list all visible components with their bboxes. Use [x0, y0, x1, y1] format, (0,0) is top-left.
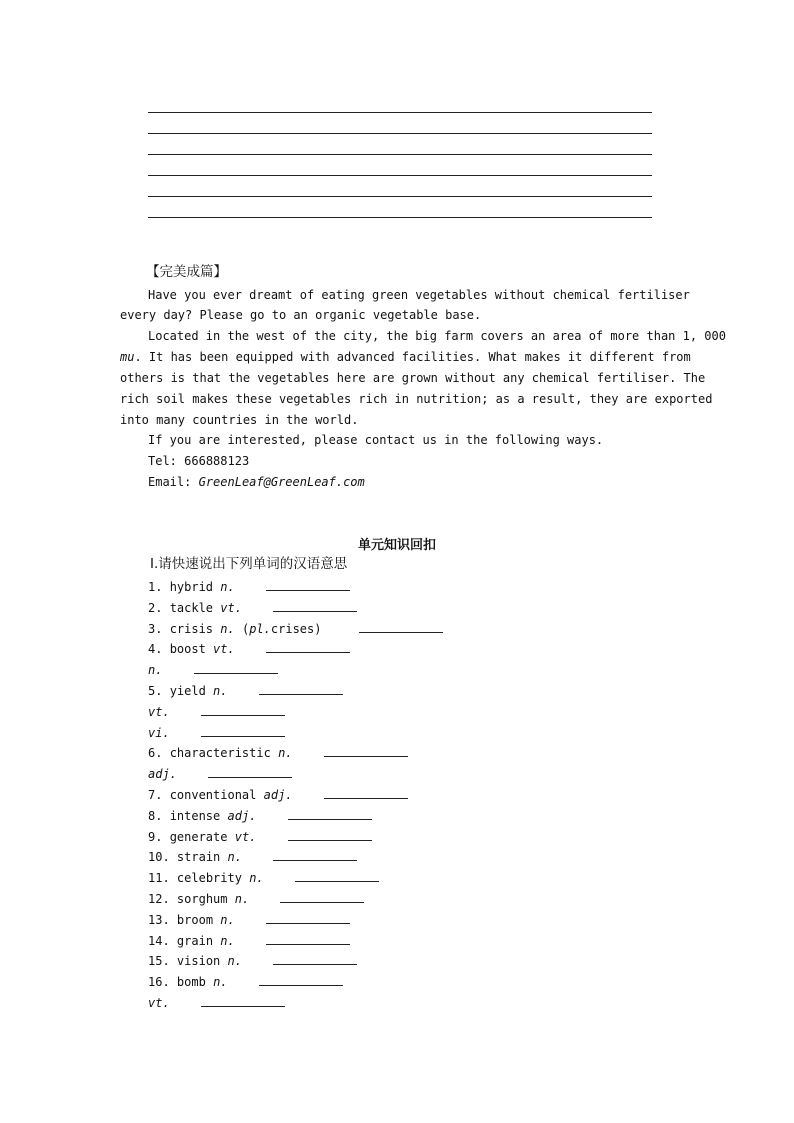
answer-blank[interactable]: [259, 682, 343, 695]
part-of-speech: n.: [227, 850, 242, 864]
part-of-speech: vi.: [148, 726, 170, 740]
item-number: 14.: [148, 934, 170, 948]
answer-blank[interactable]: [288, 828, 372, 841]
item-number: 13.: [148, 913, 170, 927]
vocab-word: tackle: [169, 601, 214, 615]
part-of-speech: vt.: [213, 642, 235, 656]
item-number: 4.: [148, 642, 163, 656]
answer-blank[interactable]: [273, 848, 357, 861]
essay-text: . It has been equipped with advanced facilities. What makes it different from: [134, 350, 691, 364]
answer-blank[interactable]: [295, 869, 379, 882]
part-of-speech: n.: [220, 913, 235, 927]
answer-blank[interactable]: [273, 599, 357, 612]
part-of-speech: n.: [249, 871, 264, 885]
answer-blank[interactable]: [324, 786, 408, 799]
essay-line: others is that the vegetables here are grown without any chemical fertiliser. The: [120, 371, 706, 385]
email-value: GreenLeaf@GreenLeaf.com: [198, 475, 365, 489]
email-label: Email:: [148, 475, 192, 489]
item-number: 6.: [148, 746, 163, 760]
essay-line: rich soil makes these vegetables rich in nutrition; as a result, they are exported: [120, 392, 713, 406]
item-number: 3.: [148, 622, 163, 636]
vocab-item: [148, 869, 379, 887]
essay-line: Located in the west of the city, the big farm covers an area of more than 1, 000: [148, 329, 726, 343]
writing-line[interactable]: [148, 217, 652, 218]
item-number: 12.: [148, 892, 170, 906]
answer-blank[interactable]: [208, 765, 292, 778]
item-number: 7.: [148, 788, 163, 802]
answer-blank[interactable]: [359, 620, 443, 633]
part-of-speech: n.: [213, 975, 228, 989]
answer-blank[interactable]: [266, 578, 350, 591]
item-number: 8.: [148, 809, 163, 823]
part-of-speech: vt.: [148, 705, 170, 719]
vocab-item: [148, 640, 350, 658]
vocab-item: [148, 599, 357, 617]
vocab-word: yield: [169, 684, 206, 698]
answer-blank[interactable]: [273, 952, 357, 965]
unit-mu: mu: [120, 350, 135, 364]
part-of-speech: n.: [234, 892, 250, 906]
essay-line: every day? Please go to an organic vegetable base.: [120, 308, 482, 322]
answer-blank[interactable]: [266, 640, 350, 653]
vocab-word: characteristic: [169, 746, 271, 760]
contact-tel: [148, 452, 249, 470]
vocab-item: [148, 765, 292, 783]
answer-blank[interactable]: [201, 703, 285, 716]
answer-blank[interactable]: [266, 911, 350, 924]
vocab-item: [148, 786, 408, 804]
plural-label: pl.: [249, 622, 271, 636]
vocab-word: vision: [176, 954, 221, 968]
answer-blank[interactable]: [280, 890, 364, 903]
answer-blank[interactable]: [266, 932, 350, 945]
part-of-speech: adj.: [227, 809, 257, 823]
vocab-item: [148, 994, 285, 1012]
vocab-item: [148, 620, 443, 638]
vocab-word: conventional: [169, 788, 257, 802]
vocab-item: [148, 932, 350, 950]
tel-value: 666888123: [184, 454, 250, 468]
item-number: 10.: [148, 850, 170, 864]
part-of-speech: n.: [213, 684, 228, 698]
answer-blank[interactable]: [259, 973, 343, 986]
vocab-word: generate: [169, 830, 228, 844]
vocab-word: boost: [169, 642, 206, 656]
item-number: 2.: [148, 601, 163, 615]
essay-line: Have you ever dreamt of eating green vegetables without chemical fertiliser: [148, 288, 690, 302]
item-number: 5.: [148, 684, 163, 698]
answer-blank[interactable]: [201, 994, 285, 1007]
vocab-item: [148, 744, 408, 762]
vocab-word: grain: [176, 934, 214, 948]
writing-line[interactable]: [148, 112, 652, 113]
review-title: 单元知识回扣: [357, 538, 436, 553]
essay-line: into many countries in the world.: [120, 413, 359, 427]
writing-line[interactable]: [148, 175, 652, 176]
answer-blank[interactable]: [324, 744, 408, 757]
vocab-item: [148, 807, 372, 825]
vocab-word: celebrity: [176, 871, 242, 885]
part-of-speech: vt.: [234, 830, 257, 844]
part-of-speech: n.: [227, 954, 242, 968]
vocab-word: strain: [176, 850, 221, 864]
answer-blank[interactable]: [194, 661, 278, 674]
vocab-word: hybrid: [169, 580, 214, 594]
essay-section-title: 【完美成篇】: [146, 264, 227, 280]
vocab-item: [148, 661, 278, 679]
vocab-instruction: Ⅰ.请快速说出下列单词的汉语意思: [150, 556, 348, 572]
item-number: 1.: [148, 580, 163, 594]
answer-blank[interactable]: [201, 724, 285, 737]
vocab-word: bomb: [176, 975, 206, 989]
part-of-speech: vt.: [148, 996, 170, 1010]
writing-line[interactable]: [148, 133, 652, 134]
essay-line: If you are interested, please contact us in the following ways.: [148, 433, 604, 447]
vocab-item: [148, 703, 285, 721]
part-of-speech: adj.: [263, 788, 293, 802]
vocab-word: crisis: [169, 622, 214, 636]
answer-blank[interactable]: [288, 807, 372, 820]
part-of-speech: vt.: [220, 601, 242, 615]
part-of-speech: n.: [278, 746, 293, 760]
item-number: 9.: [148, 830, 163, 844]
paren-close: ): [314, 622, 322, 636]
writing-line[interactable]: [148, 154, 652, 155]
essay-line: [120, 348, 691, 366]
vocab-item: [148, 848, 357, 866]
tel-label: Tel:: [148, 454, 177, 468]
vocab-item: [148, 911, 350, 929]
writing-line[interactable]: [148, 196, 652, 197]
vocab-item: [148, 578, 350, 596]
contact-email: [148, 473, 365, 491]
part-of-speech: n.: [220, 580, 235, 594]
vocab-item: [148, 828, 372, 846]
vocab-item: [148, 682, 343, 700]
vocab-item: [148, 952, 357, 970]
vocab-item: [148, 890, 364, 908]
vocab-word: intense: [169, 809, 221, 823]
vocab-item: [148, 973, 343, 991]
item-number: 15.: [148, 954, 170, 968]
part-of-speech: adj.: [148, 767, 177, 781]
vocab-word: broom: [176, 913, 214, 927]
vocab-word: sorghum: [176, 892, 228, 906]
plural-form: crises: [270, 622, 315, 636]
part-of-speech: n.: [220, 934, 235, 948]
item-number: 16.: [148, 975, 170, 989]
part-of-speech: n.: [148, 663, 163, 677]
item-number: 11.: [148, 871, 170, 885]
vocab-item: [148, 724, 285, 742]
part-of-speech: n.: [220, 622, 235, 636]
paren-open: (: [241, 622, 250, 636]
